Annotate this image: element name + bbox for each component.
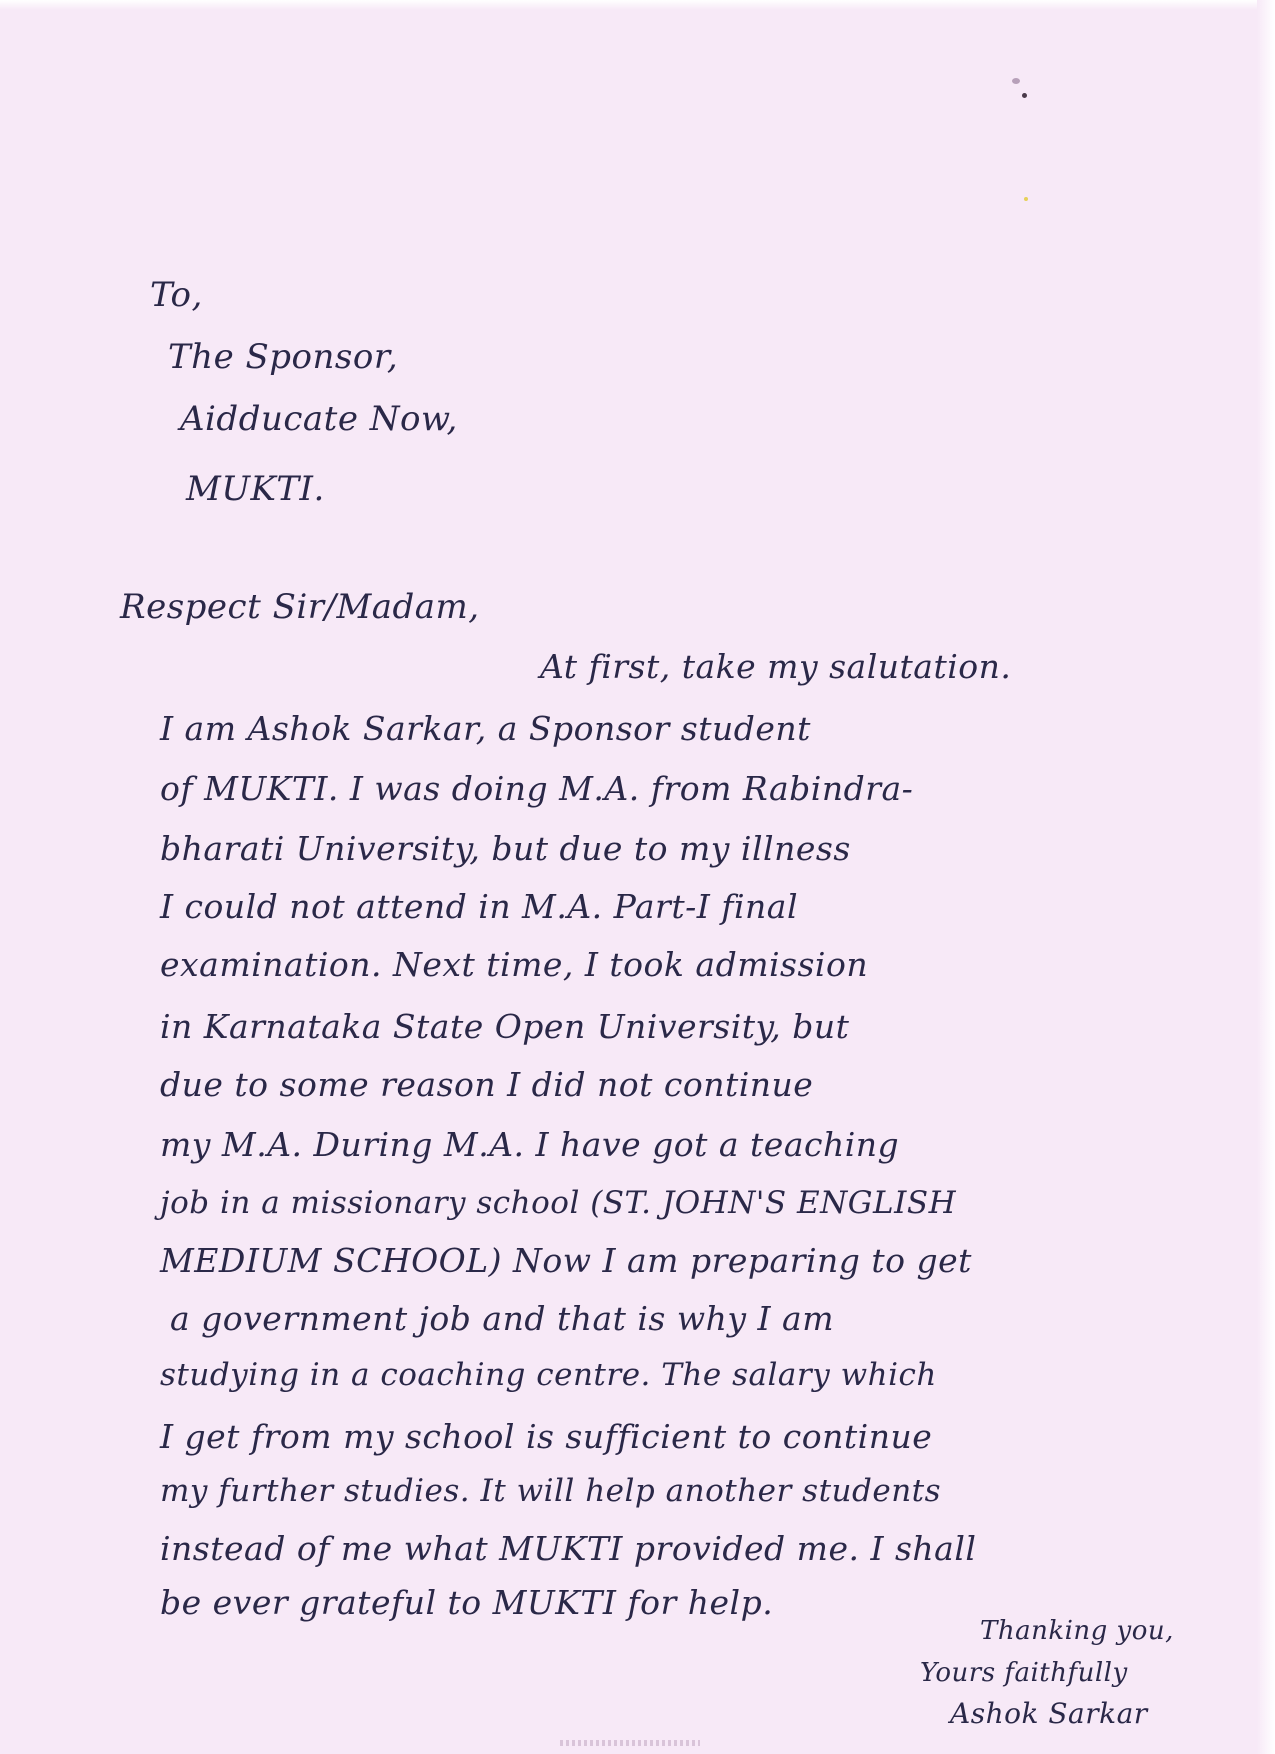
salutation: Respect Sir/Madam,	[120, 587, 480, 627]
body-line: At first, take my salutation.	[540, 647, 1012, 686]
body-line: of MUKTI. I was doing M.A. from Rabindra-	[160, 769, 914, 808]
ink-speck	[1022, 93, 1027, 98]
body-line: in Karnataka State Open University, but	[160, 1007, 850, 1046]
address-line-3: MUKTI.	[186, 469, 325, 509]
body-line: instead of me what MUKTI provided me. I shall	[160, 1529, 977, 1568]
signature: Ashok Sarkar	[950, 1697, 1148, 1730]
body-line: I get from my school is sufficient to continue	[160, 1417, 933, 1456]
ink-speck	[1012, 78, 1020, 84]
body-line: be ever grateful to MUKTI for help.	[160, 1583, 774, 1622]
body-line: my further studies. It will help another students	[160, 1473, 942, 1509]
body-line: studying in a coaching centre. The salary which	[160, 1357, 937, 1393]
scan-top-edge	[0, 0, 1275, 10]
body-line: MEDIUM SCHOOL) Now I am preparing to get	[160, 1241, 972, 1280]
closing-line: Yours faithfully	[920, 1658, 1128, 1688]
body-line: a government job and that is why I am	[170, 1299, 834, 1338]
yellow-speck	[1024, 197, 1028, 201]
body-line: my M.A. During M.A. I have got a teaching	[160, 1125, 900, 1164]
body-line: I could not attend in M.A. Part-I final	[160, 887, 799, 926]
address-line-1: The Sponsor,	[168, 337, 399, 377]
address-to: To,	[150, 275, 203, 315]
body-line: job in a missionary school (ST. JOHN'S ENGLISH	[160, 1185, 957, 1221]
scan-footer-mark	[560, 1740, 700, 1746]
scan-right-edge	[1257, 0, 1275, 1754]
body-line: due to some reason I did not continue	[160, 1065, 814, 1104]
body-line: bharati University, but due to my illness	[160, 829, 851, 868]
address-line-2: Aidducate Now,	[180, 399, 458, 439]
thanks-line: Thanking you,	[980, 1616, 1174, 1646]
body-line: I am Ashok Sarkar, a Sponsor student	[160, 709, 811, 748]
body-line: examination. Next time, I took admission	[160, 945, 869, 984]
